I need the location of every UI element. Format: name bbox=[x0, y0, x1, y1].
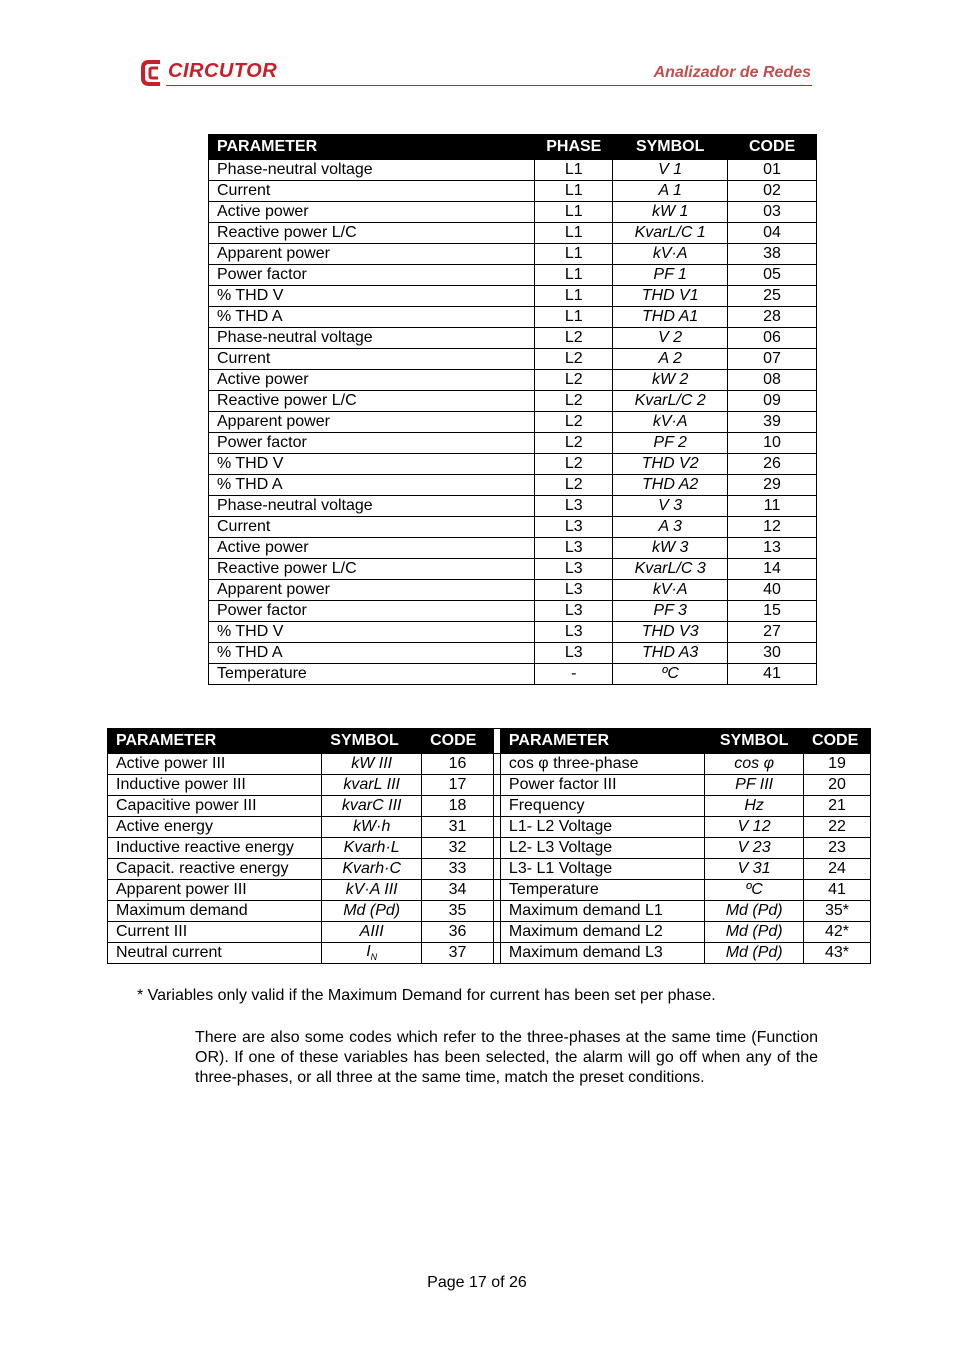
phase-parameters-table bbox=[208, 134, 817, 685]
symbol-cell bbox=[322, 859, 422, 880]
table-row bbox=[108, 796, 871, 817]
parameter-cell-2-text: L2- L3 Voltage bbox=[508, 839, 613, 856]
symbol-cell bbox=[322, 943, 422, 964]
table-row bbox=[108, 838, 871, 859]
code-cell: 26 bbox=[728, 454, 817, 475]
code-cell-2-text: 43* bbox=[825, 944, 850, 961]
table-row bbox=[209, 202, 817, 223]
symbol-cell: KvarL/C 3 bbox=[613, 559, 728, 580]
parameter-cell-2-text: L1- L2 Voltage bbox=[508, 818, 613, 835]
table-row bbox=[209, 412, 817, 433]
column-header-phase: PHASE bbox=[535, 135, 613, 160]
symbol-cell: kV·A bbox=[613, 412, 728, 433]
table-header-row bbox=[209, 135, 817, 160]
circutor-logo-icon bbox=[140, 59, 166, 87]
symbol-cell-text: kvarC III bbox=[341, 797, 402, 814]
parameter-cell bbox=[108, 859, 322, 880]
symbol-cell bbox=[322, 754, 422, 775]
symbol-cell: kW 1 bbox=[613, 202, 728, 223]
phase-cell: L3 bbox=[535, 559, 613, 580]
phase-cell: L2 bbox=[535, 454, 613, 475]
code-cell: 14 bbox=[728, 559, 817, 580]
table-row bbox=[209, 370, 817, 391]
code-cell-text: 33 bbox=[448, 860, 467, 877]
code-cell: 08 bbox=[728, 370, 817, 391]
symbol-cell: KvarL/C 2 bbox=[613, 391, 728, 412]
parameter-cell: % THD V bbox=[209, 286, 535, 307]
code-cell-text: 16 bbox=[448, 755, 467, 772]
code-cell: 10 bbox=[728, 433, 817, 454]
table-row bbox=[108, 922, 871, 943]
column-separator bbox=[493, 943, 500, 964]
table-row bbox=[108, 754, 871, 775]
parameter-cell: Current bbox=[209, 517, 535, 538]
symbol-cell: A 2 bbox=[613, 349, 728, 370]
page-number: Page 17 of 26 bbox=[427, 1274, 527, 1291]
symbol-cell: PF 3 bbox=[613, 601, 728, 622]
parameter-cell: Power factor bbox=[209, 265, 535, 286]
column-header-parameter: PARAMETER bbox=[209, 135, 535, 160]
column-header-code: CODE bbox=[728, 135, 817, 160]
parameter-cell-2 bbox=[500, 838, 704, 859]
table-row bbox=[209, 328, 817, 349]
parameter-cell bbox=[108, 754, 322, 775]
phase-cell: L2 bbox=[535, 328, 613, 349]
symbol-cell: ºC bbox=[613, 664, 728, 685]
parameter-cell bbox=[108, 901, 322, 922]
parameter-cell: Current bbox=[209, 181, 535, 202]
code-cell bbox=[422, 880, 494, 901]
symbol-cell-text: Kvarh·L bbox=[343, 839, 400, 856]
parameter-cell-2 bbox=[500, 922, 704, 943]
code-cell bbox=[422, 922, 494, 943]
phase-cell: L3 bbox=[535, 580, 613, 601]
table-row bbox=[209, 643, 817, 664]
code-cell-text: 18 bbox=[448, 797, 467, 814]
symbol-cell: THD A2 bbox=[613, 475, 728, 496]
document-title: Analizador de Redes bbox=[653, 64, 811, 81]
parameter-cell: % THD A bbox=[209, 307, 535, 328]
symbol-cell-2-text: Md (Pd) bbox=[725, 944, 783, 961]
phase-cell: L1 bbox=[535, 160, 613, 181]
phase-cell: L3 bbox=[535, 622, 613, 643]
footnote: * Variables only valid if the Maximum Demand for current has been set per phase. bbox=[137, 987, 716, 1004]
code-cell: 39 bbox=[728, 412, 817, 433]
code-cell-text: 35 bbox=[448, 902, 467, 919]
symbol-cell-2 bbox=[705, 817, 804, 838]
phase-cell: L2 bbox=[535, 349, 613, 370]
parameter-cell: Apparent power bbox=[209, 580, 535, 601]
table-row bbox=[209, 601, 817, 622]
symbol-cell-text: kW·h bbox=[353, 818, 391, 835]
code-cell: 02 bbox=[728, 181, 817, 202]
code-cell-2-text: 35* bbox=[825, 902, 850, 919]
symbol-cell-2-text: ºC bbox=[745, 881, 763, 898]
table-row bbox=[209, 664, 817, 685]
symbol-cell: A 1 bbox=[613, 181, 728, 202]
parameter-cell: Active power bbox=[209, 370, 535, 391]
parameter-cell-text: Active power III bbox=[116, 755, 226, 772]
symbol-cell bbox=[322, 901, 422, 922]
phase-cell: L2 bbox=[535, 370, 613, 391]
table-row bbox=[209, 244, 817, 265]
code-cell-2 bbox=[804, 922, 871, 943]
symbol-cell-2 bbox=[705, 880, 804, 901]
body-paragraph: There are also some codes which refer to the three-phases at the same time (Function OR). If one of these variables has been selected, the alarm will go off when any of the three-phases, or all three at the same time, match the preset conditions. bbox=[195, 1029, 818, 1086]
symbol-cell-2-text: PF III bbox=[735, 776, 774, 793]
code-cell: 01 bbox=[728, 160, 817, 181]
parameter-cell-text: Current III bbox=[116, 923, 188, 940]
parameter-cell: Apparent power bbox=[209, 412, 535, 433]
symbol-cell bbox=[322, 796, 422, 817]
table-row bbox=[209, 538, 817, 559]
circutor-logo bbox=[140, 59, 280, 87]
parameter-cell bbox=[108, 775, 322, 796]
column-separator bbox=[493, 729, 500, 754]
parameter-cell-2 bbox=[500, 943, 704, 964]
symbol-cell: THD A3 bbox=[613, 643, 728, 664]
parameter-cell bbox=[108, 817, 322, 838]
symbol-cell-text: Kvarh·C bbox=[342, 860, 402, 877]
symbol-cell-2-text: Md (Pd) bbox=[725, 923, 783, 940]
column-header-parameter: PARAMETER bbox=[108, 729, 322, 754]
symbol-cell-2 bbox=[705, 943, 804, 964]
symbol-cell-2 bbox=[705, 754, 804, 775]
code-cell bbox=[422, 859, 494, 880]
code-cell-text: 36 bbox=[448, 923, 467, 940]
symbol-cell: kV·A bbox=[613, 580, 728, 601]
symbol-cell bbox=[322, 838, 422, 859]
table-row bbox=[209, 349, 817, 370]
symbol-cell: THD A1 bbox=[613, 307, 728, 328]
column-separator bbox=[493, 796, 500, 817]
parameter-cell-2-text: Maximum demand L2 bbox=[508, 923, 663, 940]
parameter-cell bbox=[108, 838, 322, 859]
code-cell: 07 bbox=[728, 349, 817, 370]
parameter-cell: Reactive power L/C bbox=[209, 391, 535, 412]
code-cell-2 bbox=[804, 796, 871, 817]
code-cell-2-text: 19 bbox=[828, 755, 846, 772]
symbol-cell: kW 3 bbox=[613, 538, 728, 559]
column-separator bbox=[493, 838, 500, 859]
table-row bbox=[108, 859, 871, 880]
symbol-cell-text: Md (Pd) bbox=[343, 902, 401, 919]
parameter-cell-2-text: Power factor III bbox=[508, 776, 617, 793]
parameter-cell: Temperature bbox=[209, 664, 535, 685]
symbol-cell: THD V2 bbox=[613, 454, 728, 475]
neutral-subscript: N bbox=[370, 952, 378, 963]
parameter-cell-text: Capacitive power III bbox=[116, 797, 257, 814]
code-cell: 13 bbox=[728, 538, 817, 559]
parameter-cell: % THD V bbox=[209, 454, 535, 475]
column-separator bbox=[493, 880, 500, 901]
code-cell: 15 bbox=[728, 601, 817, 622]
parameter-cell-text: Inductive power III bbox=[116, 776, 246, 793]
parameter-cell: Active power bbox=[209, 538, 535, 559]
table-row bbox=[209, 223, 817, 244]
symbol-cell-text: kW III bbox=[351, 755, 393, 772]
table-row bbox=[209, 496, 817, 517]
table-row bbox=[209, 391, 817, 412]
symbol-cell: KvarL/C 1 bbox=[613, 223, 728, 244]
code-cell bbox=[422, 817, 494, 838]
column-header-code: CODE bbox=[422, 729, 494, 754]
code-cell bbox=[422, 775, 494, 796]
column-separator bbox=[493, 901, 500, 922]
table-row bbox=[108, 880, 871, 901]
symbol-cell-2 bbox=[705, 775, 804, 796]
parameter-cell-2-text: Frequency bbox=[508, 797, 585, 814]
code-cell: 05 bbox=[728, 265, 817, 286]
phase-cell: L1 bbox=[535, 244, 613, 265]
code-cell bbox=[422, 943, 494, 964]
parameter-cell: % THD V bbox=[209, 622, 535, 643]
parameter-cell: Phase-neutral voltage bbox=[209, 496, 535, 517]
code-cell: 38 bbox=[728, 244, 817, 265]
column-separator bbox=[493, 775, 500, 796]
symbol-cell: V 1 bbox=[613, 160, 728, 181]
phase-cell: L3 bbox=[535, 601, 613, 622]
phase-cell: L1 bbox=[535, 181, 613, 202]
code-cell: 11 bbox=[728, 496, 817, 517]
code-cell bbox=[422, 796, 494, 817]
symbol-cell-2 bbox=[705, 901, 804, 922]
column-header-symbol: SYMBOL bbox=[613, 135, 728, 160]
parameter-cell bbox=[108, 922, 322, 943]
parameter-cell-2 bbox=[500, 859, 704, 880]
symbol-cell bbox=[322, 775, 422, 796]
parameter-cell-2-text: Maximum demand L3 bbox=[508, 944, 663, 961]
symbol-cell: kW 2 bbox=[613, 370, 728, 391]
table-row bbox=[108, 901, 871, 922]
table-row bbox=[209, 622, 817, 643]
phase-cell: L1 bbox=[535, 202, 613, 223]
parameter-cell: Reactive power L/C bbox=[209, 559, 535, 580]
code-cell-2-text: 41 bbox=[828, 881, 846, 898]
symbol-cell bbox=[322, 880, 422, 901]
code-cell-2-text: 21 bbox=[828, 797, 846, 814]
column-header-symbol: SYMBOL bbox=[322, 729, 422, 754]
parameter-cell bbox=[108, 796, 322, 817]
symbol-cell: PF 1 bbox=[613, 265, 728, 286]
parameter-cell-text: Maximum demand bbox=[116, 902, 248, 919]
table-row bbox=[209, 517, 817, 538]
table-row bbox=[209, 307, 817, 328]
code-cell-text: 37 bbox=[448, 944, 467, 961]
symbol-cell bbox=[322, 922, 422, 943]
column-separator bbox=[493, 754, 500, 775]
symbol-cell-text: kvarL III bbox=[343, 776, 400, 793]
code-cell-2-text: 42* bbox=[825, 923, 850, 940]
column-header-symbol-2: SYMBOL bbox=[705, 729, 804, 754]
symbol-cell: kV·A bbox=[613, 244, 728, 265]
code-cell bbox=[422, 754, 494, 775]
code-cell: 06 bbox=[728, 328, 817, 349]
phase-cell: L3 bbox=[535, 496, 613, 517]
code-cell: 41 bbox=[728, 664, 817, 685]
parameter-cell: Power factor bbox=[209, 601, 535, 622]
code-cell-2-text: 23 bbox=[828, 839, 846, 856]
symbol-cell-2 bbox=[705, 796, 804, 817]
parameter-cell bbox=[108, 943, 322, 964]
phase-cell: L1 bbox=[535, 223, 613, 244]
column-separator bbox=[493, 817, 500, 838]
symbol-cell-2 bbox=[705, 859, 804, 880]
parameter-cell-2 bbox=[500, 775, 704, 796]
parameter-cell bbox=[108, 880, 322, 901]
symbol-cell: V 3 bbox=[613, 496, 728, 517]
code-cell-2 bbox=[804, 838, 871, 859]
symbol-cell-2-text: V 31 bbox=[737, 860, 771, 877]
code-cell: 28 bbox=[728, 307, 817, 328]
code-cell: 04 bbox=[728, 223, 817, 244]
code-cell-text: 34 bbox=[448, 881, 467, 898]
column-header-parameter-2: PARAMETER bbox=[500, 729, 704, 754]
table-row bbox=[108, 817, 871, 838]
symbol-cell-2-text: Md (Pd) bbox=[725, 902, 783, 919]
symbol-cell-2 bbox=[705, 838, 804, 859]
symbol-cell: THD V3 bbox=[613, 622, 728, 643]
table-row bbox=[209, 181, 817, 202]
code-cell-text: 32 bbox=[448, 839, 467, 856]
table-row bbox=[209, 160, 817, 181]
parameter-cell-text: Capacit. reactive energy bbox=[116, 860, 289, 877]
table-row bbox=[209, 265, 817, 286]
parameter-cell: Phase-neutral voltage bbox=[209, 328, 535, 349]
table-row bbox=[209, 286, 817, 307]
code-cell-2 bbox=[804, 859, 871, 880]
code-cell: 12 bbox=[728, 517, 817, 538]
symbol-cell-2-text: V 23 bbox=[737, 839, 771, 856]
parameter-cell-2 bbox=[500, 754, 704, 775]
column-separator bbox=[493, 922, 500, 943]
parameter-cell: % THD A bbox=[209, 475, 535, 496]
code-cell-2 bbox=[804, 901, 871, 922]
code-cell bbox=[422, 838, 494, 859]
column-separator bbox=[493, 859, 500, 880]
table-row bbox=[209, 559, 817, 580]
table-row bbox=[209, 454, 817, 475]
code-cell: 30 bbox=[728, 643, 817, 664]
parameter-cell-2-text: cos φ three-phase bbox=[508, 755, 639, 772]
three-phase-parameters-table bbox=[107, 728, 871, 964]
symbol-cell-2 bbox=[705, 922, 804, 943]
parameter-cell: Current bbox=[209, 349, 535, 370]
phase-cell: - bbox=[535, 664, 613, 685]
parameter-cell-2-text: Temperature bbox=[508, 881, 599, 898]
symbol-cell bbox=[322, 817, 422, 838]
parameter-cell-2 bbox=[500, 880, 704, 901]
parameter-cell-text: Inductive reactive energy bbox=[116, 839, 294, 856]
symbol-cell-text: kV·A III bbox=[345, 881, 398, 898]
code-cell bbox=[422, 901, 494, 922]
phase-cell: L2 bbox=[535, 433, 613, 454]
parameter-cell: Phase-neutral voltage bbox=[209, 160, 535, 181]
code-cell-2 bbox=[804, 754, 871, 775]
code-cell: 40 bbox=[728, 580, 817, 601]
code-cell: 03 bbox=[728, 202, 817, 223]
code-cell-2-text: 22 bbox=[828, 818, 846, 835]
phase-cell: L2 bbox=[535, 412, 613, 433]
symbol-cell: A 3 bbox=[613, 517, 728, 538]
phase-cell: L3 bbox=[535, 517, 613, 538]
parameter-cell: % THD A bbox=[209, 643, 535, 664]
table-row bbox=[108, 775, 871, 796]
symbol-cell-2-text: Hz bbox=[744, 797, 764, 814]
symbol-cell-2-text: V 12 bbox=[737, 818, 771, 835]
code-cell-text: 17 bbox=[448, 776, 467, 793]
code-cell: 27 bbox=[728, 622, 817, 643]
symbol-cell-2-text: cos φ bbox=[734, 755, 775, 772]
table-row bbox=[209, 475, 817, 496]
symbol-cell: PF 2 bbox=[613, 433, 728, 454]
table-row bbox=[108, 943, 871, 964]
symbol-cell-text: AIII bbox=[359, 923, 384, 940]
code-cell-2 bbox=[804, 775, 871, 796]
parameter-cell-2-text: L3- L1 Voltage bbox=[508, 860, 613, 877]
table-header-row bbox=[108, 729, 871, 754]
brand-name: CIRCUTOR bbox=[168, 60, 278, 82]
parameter-cell-2 bbox=[500, 901, 704, 922]
phase-cell: L1 bbox=[535, 265, 613, 286]
code-cell-2-text: 24 bbox=[828, 860, 846, 877]
parameter-cell: Reactive power L/C bbox=[209, 223, 535, 244]
symbol-cell-text: I bbox=[366, 942, 371, 960]
parameter-cell-2 bbox=[500, 796, 704, 817]
symbol-cell: V 2 bbox=[613, 328, 728, 349]
parameter-cell: Apparent power bbox=[209, 244, 535, 265]
parameter-cell-2-text: Maximum demand L1 bbox=[508, 902, 663, 919]
code-cell-2 bbox=[804, 943, 871, 964]
code-cell-2 bbox=[804, 880, 871, 901]
phase-cell: L1 bbox=[535, 307, 613, 328]
phase-cell: L3 bbox=[535, 538, 613, 559]
phase-cell: L2 bbox=[535, 475, 613, 496]
table-row bbox=[209, 580, 817, 601]
code-cell: 09 bbox=[728, 391, 817, 412]
parameter-cell: Active power bbox=[209, 202, 535, 223]
parameter-cell: Power factor bbox=[209, 433, 535, 454]
phase-cell: L3 bbox=[535, 643, 613, 664]
parameter-cell-text: Active energy bbox=[116, 818, 213, 835]
phase-cell: L1 bbox=[535, 286, 613, 307]
code-cell: 25 bbox=[728, 286, 817, 307]
parameter-cell-text: Neutral current bbox=[116, 944, 222, 961]
header-divider bbox=[166, 85, 812, 86]
table-row bbox=[209, 433, 817, 454]
symbol-cell: THD V1 bbox=[613, 286, 728, 307]
parameter-cell-2 bbox=[500, 817, 704, 838]
column-header-code-2: CODE bbox=[804, 729, 871, 754]
code-cell-2-text: 20 bbox=[828, 776, 846, 793]
phase-cell: L2 bbox=[535, 391, 613, 412]
code-cell: 29 bbox=[728, 475, 817, 496]
code-cell-2 bbox=[804, 817, 871, 838]
parameter-cell-text: Apparent power III bbox=[116, 881, 247, 898]
code-cell-text: 31 bbox=[448, 818, 467, 835]
